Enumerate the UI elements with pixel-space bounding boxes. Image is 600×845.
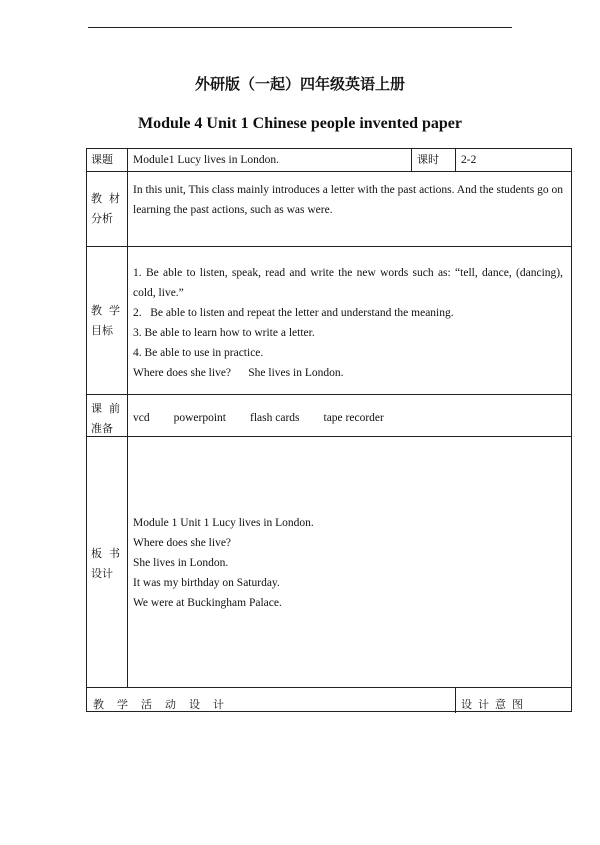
teaching-activity-design-header: 教学活动设计 — [93, 698, 237, 711]
objectives-label: 教学 目标 — [91, 304, 127, 337]
topic-value: Module1 Lucy lives in London. — [133, 154, 279, 166]
preparation-item: flash cards — [250, 412, 300, 424]
row-divider — [87, 394, 571, 395]
preparation-item: powerpoint — [173, 412, 226, 424]
objective-item: 1. Be able to listen, speak, read and write the new words such as: “tell, dance, (dancing), cold, live.” — [133, 267, 563, 299]
analysis-label: 教材 分析 — [91, 192, 127, 225]
column-divider — [411, 149, 412, 171]
row-divider — [87, 171, 571, 172]
board-design-text — [133, 513, 563, 613]
board-line: We were at Buckingham Palace. — [133, 597, 282, 609]
column-divider — [127, 149, 128, 687]
period-label: 课时 — [417, 153, 439, 166]
row-divider — [87, 436, 571, 437]
board-line: Where does she live? — [133, 537, 232, 549]
header-rule — [88, 27, 512, 28]
board-line: Module 1 Unit 1 Lucy lives in London. — [133, 517, 314, 529]
preparation-item: vcd — [133, 412, 150, 424]
board-line: It was my birthday on Saturday. — [133, 577, 280, 589]
row-divider — [87, 687, 571, 688]
document-title-english: Module 4 Unit 1 Chinese people invented paper — [137, 115, 462, 132]
board-line: She lives in London. — [133, 557, 229, 569]
board-label: 板书 设计 — [91, 547, 127, 580]
objective-item: Where does she live? She lives in London. — [133, 367, 344, 379]
objectives-list — [133, 263, 563, 383]
column-divider — [455, 687, 456, 713]
period-value: 2-2 — [461, 154, 477, 166]
analysis-text: In this unit, This class mainly introduces a letter with the past actions. And the students go on learning the past actions, such as was were. — [133, 184, 563, 216]
preparation-item: tape recorder — [323, 412, 384, 424]
preparation-items — [133, 408, 563, 428]
objective-item: 4. Be able to use in practice. — [133, 347, 264, 359]
document-title-chinese: 外研版（一起）四年级英语上册 — [194, 75, 405, 93]
lesson-plan-table — [86, 148, 572, 712]
objective-item: 3. Be able to learn how to write a letter. — [133, 327, 315, 339]
preparation-label: 课前 准备 — [91, 402, 127, 435]
topic-label: 课题 — [91, 153, 113, 166]
design-intent-header: 设计意图 — [461, 698, 529, 711]
column-divider — [455, 149, 456, 171]
objective-item: 2. Be able to listen and repeat the letter and understand the meaning. — [133, 307, 454, 319]
row-divider — [87, 246, 571, 247]
